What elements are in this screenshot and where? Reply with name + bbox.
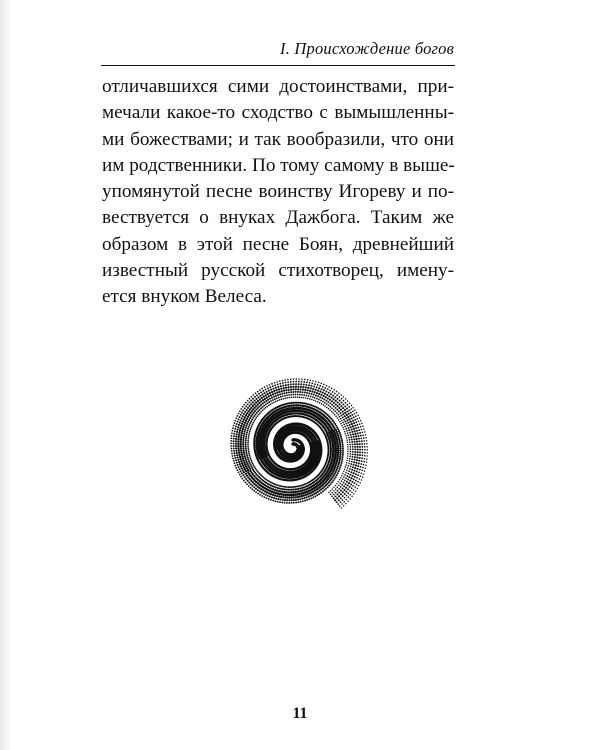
body-text	[102, 74, 454, 311]
text-line: известный русской стихотворец, имену-	[102, 260, 454, 282]
text-line: им родственники. По тому самому в выше-	[102, 154, 455, 176]
running-head: I. Происхождение богов	[280, 39, 454, 58]
page-number: 11	[292, 705, 308, 722]
text-line: отличавшихся сими достоинствами, при-	[102, 76, 454, 97]
header-rule	[101, 65, 455, 66]
text-line: вествуется о внуках Дажбога. Таким же	[102, 207, 454, 229]
text-line: ется внуком Велеса.	[102, 286, 267, 308]
text-line: образом в этой песне Боян, древнейший	[102, 233, 454, 255]
text-line: упомянутой песне воинству Игореву и по-	[102, 181, 454, 203]
page-edge-shadow	[0, 0, 12, 750]
spiral-dot-ornament-icon	[218, 372, 368, 522]
text-line: ми божествами; и так вообразили, что они	[102, 128, 454, 150]
text-line: мечали какое-то сходство с вымышленны-	[102, 102, 454, 124]
